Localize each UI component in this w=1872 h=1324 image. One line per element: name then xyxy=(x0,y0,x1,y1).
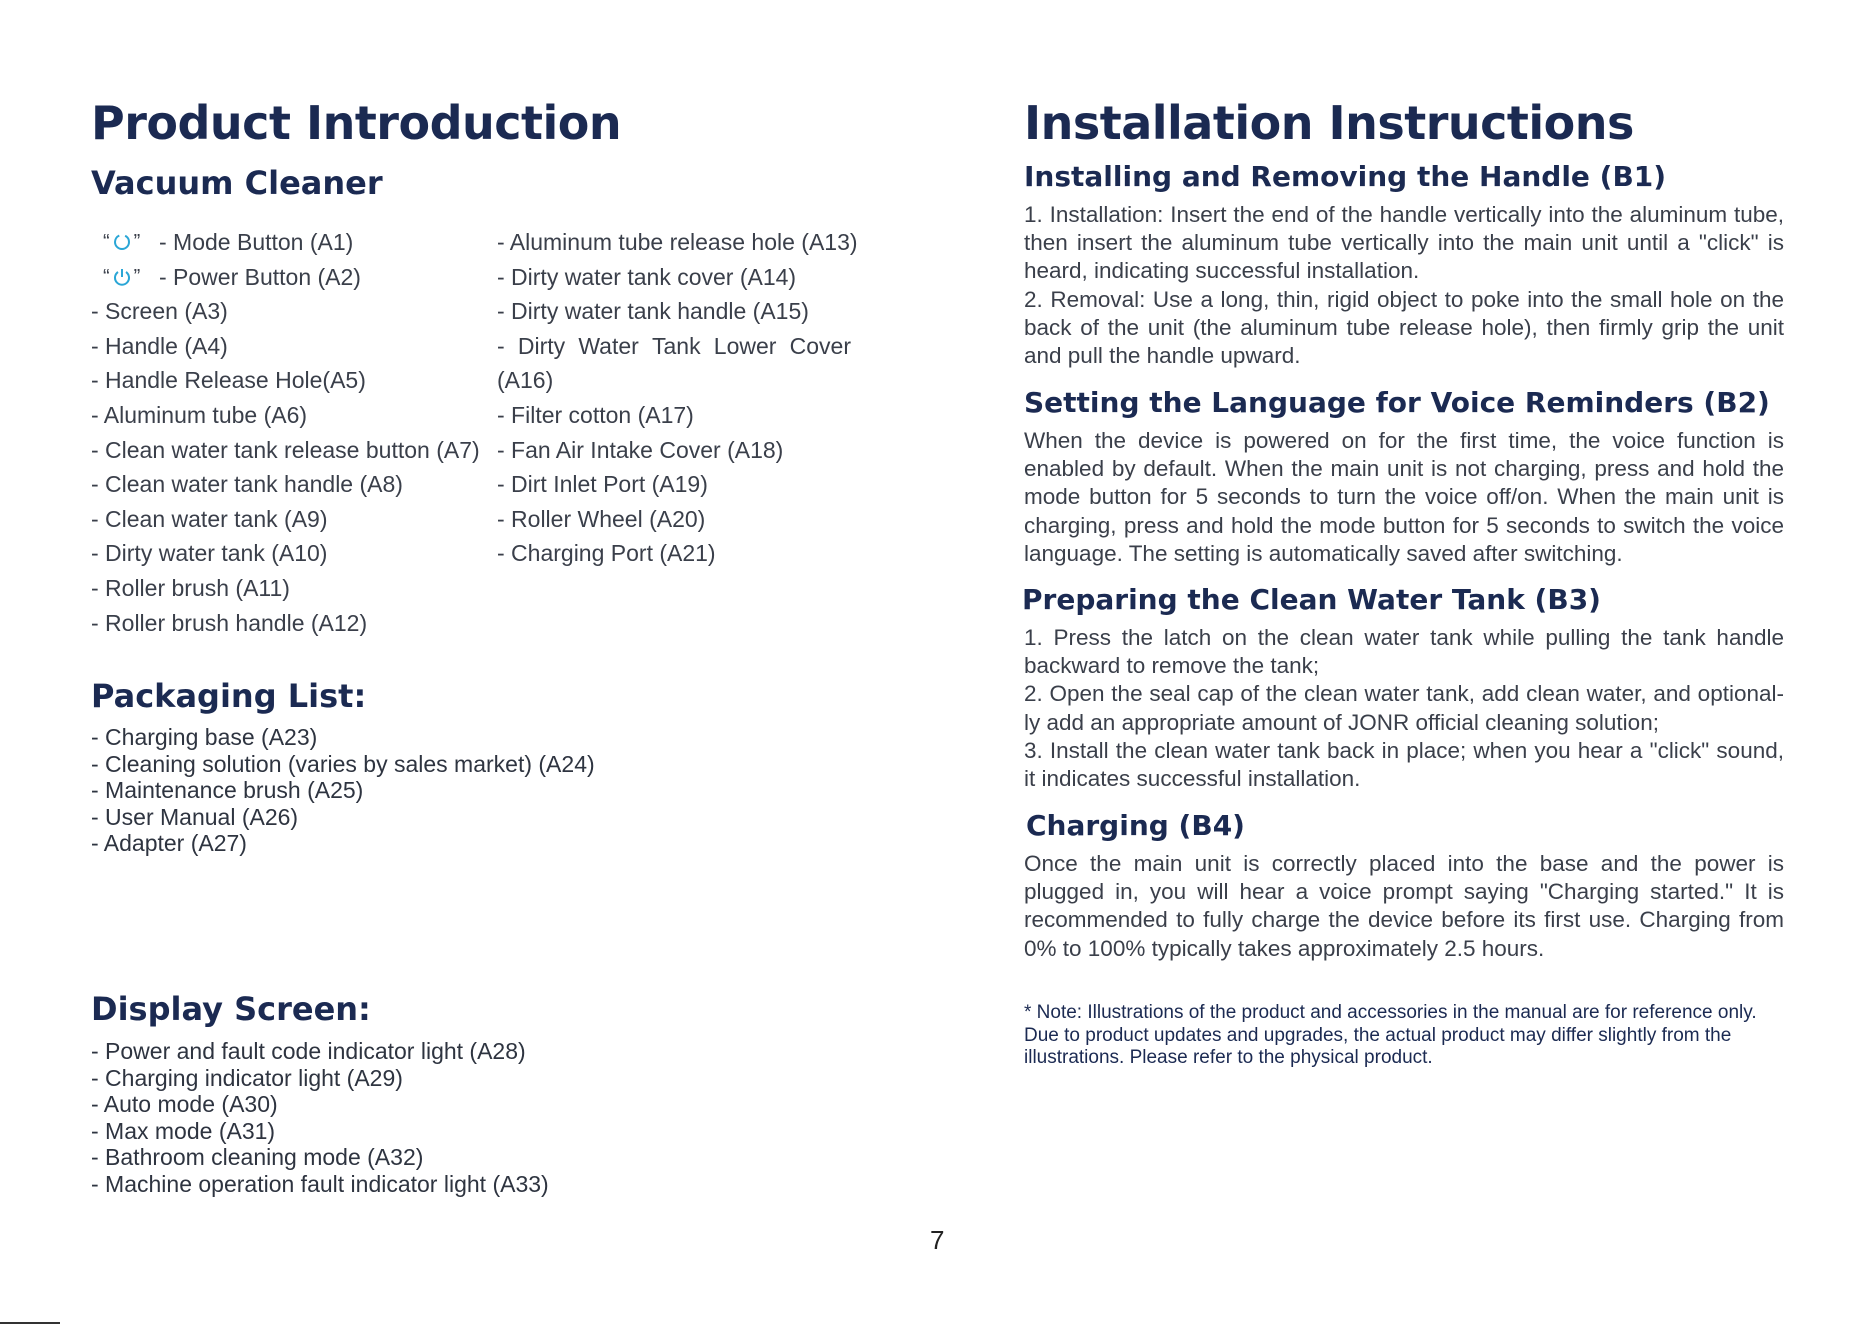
justified-line xyxy=(497,329,851,364)
list-item: - Charging Port (A21) xyxy=(497,540,716,567)
word: Water xyxy=(578,332,639,359)
list-item: - Clean water tank handle (A8) xyxy=(91,471,403,498)
vacuum-parts-list-col2 xyxy=(497,225,858,571)
list-item: - Handle Release Hole(A5) xyxy=(91,367,366,394)
paragraph: Once the main unit is correctly placed into the base and the power is plugged in, you will hear a voice prompt saying "Charging started." It is recommended to fully charge the device before its first use. Charging from 0% to 100% typically takes approximately 2.5 hours. xyxy=(1024,851,1784,961)
paragraph: 3. Install the clean water tank back in place; when you hear a "click" sound, it indicates successful installation. xyxy=(1024,737,1784,792)
list-item: - Dirty water tank handle (A15) xyxy=(497,298,809,325)
list-item: - Power and fault code indicator light (A28) xyxy=(91,1038,526,1064)
section-body-b1 xyxy=(1024,201,1784,370)
list-item: - Charging indicator light (A29) xyxy=(91,1064,403,1091)
section-body-b4 xyxy=(1024,850,1784,963)
list-item: - Aluminum tube release hole (A13) xyxy=(497,229,858,255)
paragraph: When the device is powered on for the first time, the voice function is enabled by default. When the main unit is not charging, press and hold the mode button for 5 seconds to turn the voice off/on. When the main unit is charging, press and hold the mode button for 5 seconds to switch the voice language. The setting is automatically saved after switching. xyxy=(1024,428,1784,566)
list-item: - Charging base (A23) xyxy=(91,724,318,750)
word: Tank xyxy=(652,332,701,359)
paragraph: 1. Installation: Insert the end of the handle vertically into the aluminum tube, then insert the aluminum tube vertically into the main unit until a "click" is heard, indicating successful installation. xyxy=(1024,202,1784,284)
display-screen-heading: Display Screen: xyxy=(91,990,371,1028)
section-body-b2 xyxy=(1024,427,1784,568)
list-item: - Dirt Inlet Port (A19) xyxy=(497,471,708,498)
list-item: - Roller Wheel (A20) xyxy=(497,505,706,532)
section-heading-b4: Charging (B4) xyxy=(1026,809,1245,842)
list-item: - Dirty water tank (A10) xyxy=(91,540,328,567)
paragraph: 2. Open the seal cap of the clean water tank, add clean water, and optional-ly add an appropriate amount of JONR official cleaning solution; xyxy=(1024,681,1784,735)
list-item: - Adapter (A27) xyxy=(91,830,247,856)
list-item: - Maintenance brush (A25) xyxy=(91,777,364,803)
packaging-list xyxy=(91,724,595,857)
word: - xyxy=(497,332,505,359)
list-item xyxy=(497,329,858,364)
section-body-b3 xyxy=(1024,624,1784,793)
word: Lower xyxy=(713,332,777,359)
section-heading-b2: Setting the Language for Voice Reminders (B2) xyxy=(1024,386,1770,419)
packaging-list-heading: Packaging List: xyxy=(91,677,367,715)
list-item: - Handle (A4) xyxy=(91,332,228,359)
page-title-product-introduction: Product Introduction xyxy=(91,96,622,150)
list-item: - Max mode (A31) xyxy=(91,1117,276,1144)
paragraph: 2. Removal: Use a long, thin, rigid object to poke into the small hole on the back of the unit (the aluminum tube release hole), then firmly grip the unit and pull the handle upward. xyxy=(1024,286,1784,369)
list-item-label: - Power Button (A2) xyxy=(159,263,361,290)
list-item: - Cleaning solution (varies by sales market) (A24) xyxy=(91,750,595,777)
word: Cover xyxy=(789,332,851,359)
list-item: - Roller brush (A11) xyxy=(91,574,290,601)
vacuum-parts-list-col1 xyxy=(91,225,480,640)
list-item-label: - Mode Button (A1) xyxy=(159,229,354,255)
list-item: - Screen (A3) xyxy=(91,298,228,325)
list-item: - Clean water tank release button (A7) xyxy=(91,436,480,463)
list-item: - Roller brush handle (A12) xyxy=(91,609,368,636)
reference-note: * Note: Illustrations of the product and accessories in the manual are for reference only. Due to product updates and upgrades, the actual product may differ slightly from the illustrations. Please refer to the physical product. xyxy=(1024,1002,1757,1068)
mode-circle-icon: “ ” xyxy=(103,231,141,253)
power-icon: “ ” xyxy=(103,265,141,288)
page-title-installation-instructions: Installation Instructions xyxy=(1024,96,1634,150)
page-number: 7 xyxy=(930,1225,945,1255)
list-item: - Dirty water tank cover (A14) xyxy=(497,263,797,290)
list-item: - Fan Air Intake Cover (A18) xyxy=(497,436,784,463)
list-item: - Auto mode (A30) xyxy=(91,1091,278,1117)
list-item: - User Manual (A26) xyxy=(91,803,299,830)
list-item: - Bathroom cleaning mode (A32) xyxy=(91,1144,424,1170)
list-item: - Filter cotton (A17) xyxy=(497,401,694,428)
list-item: - Aluminum tube (A6) xyxy=(91,401,308,428)
list-item: (A16) xyxy=(497,367,554,394)
section-heading-b1: Installing and Removing the Handle (B1) xyxy=(1024,160,1667,193)
list-item xyxy=(91,225,480,260)
display-screen-list xyxy=(91,1038,549,1197)
list-item: - Machine operation fault indicator light (A33) xyxy=(91,1170,549,1197)
list-item: - Clean water tank (A9) xyxy=(91,505,328,532)
word: Dirty xyxy=(517,332,566,359)
paragraph: 1. Press the latch on the clean water tank while pulling the tank handle backward to remove the tank; xyxy=(1024,625,1784,679)
list-item xyxy=(91,260,480,295)
vacuum-cleaner-heading: Vacuum Cleaner xyxy=(91,164,383,202)
section-heading-b3: Preparing the Clean Water Tank (B3) xyxy=(1022,583,1601,616)
